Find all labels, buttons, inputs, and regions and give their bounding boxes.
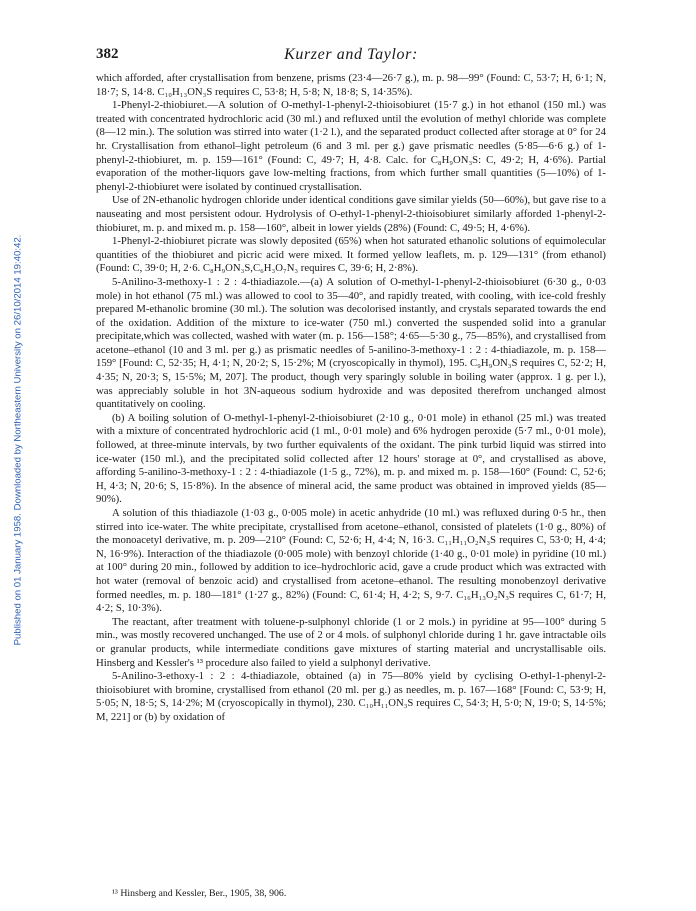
running-title: Kurzer and Taylor:: [284, 46, 418, 63]
publication-sidebar: [10, 40, 26, 840]
paragraph-ethoxy-thiadiazole: 5-Anilino-3-ethoxy-1 : 2 : 4-thiadiazole, obtained (a) in 75—80% yield by cyclising O-ethyl-1-phenyl-2-thioisobiuret with bromine, crystallised from ethanol (20 ml. per g.) as needles, m. p. 167—168° [Found: C, 53·9; H, 5·05; N, 18·5; S, 14·2%; M (cryoscopically in thymol), 230. C₁₀H₁₁ON₃S requires C, 54·3; H, 5·0; N, 19·0; S, 14·5%; M, 221] or (b) by oxidation of: [96, 670, 606, 723]
article-body: [96, 72, 606, 725]
paragraph-picrate: 1-Phenyl-2-thiobiuret picrate was slowly deposited (65%) when hot saturated ethanolic solutions of equimolecular quantities of the thiobiuret and picric acid were mixed. It formed yellow leaflets, m. p. 129—131° (from ethanol) (Found: C, 39·0; H, 2·6. C₈H₉ON₃S,C₆H₃O₇N₃ requires C, 39·6; H, 2·8%).: [96, 235, 606, 275]
publication-download-note[interactable]: Published on 01 January 1958. Downloaded by Northeastern University on 26/10/2014 19:40:42.: [12, 234, 24, 646]
paragraph-sulphonyl-attempts: The reactant, after treatment with toluene-p-sulphonyl chloride (1 or 2 mols.) in pyridine at 95—100° during 5 min., was mostly recovered unchanged. The use of 2 or 4 mols. of sulphonyl chloride during 1 hr. gave intractable oils or granular products, while intermediate conditions gave mixtures of starting material and uncrystallisable oils. Hinsberg and Kessler's ¹³ procedure also failed to yield a sulphonyl derivative.: [96, 615, 606, 669]
paragraph-methoxy-thiadiazole-b: (b) A boiling solution of O-methyl-1-phenyl-2-thioisobiuret (2·10 g., 0·01 mole) in ethanol (25 ml.) was treated with a mixture of concentrated hydrochloric acid (1 ml., 0·01 mole) and 6% hydrogen peroxide (5·7 ml., 0·01 mole), followed, at three-minute intervals, by two further equivalents of the oxidant. The pink turbid liquid was stirred into ice-water (150 ml.), and the precipitated solid collected after 12 hours' storage at 0°, and crystallised as above, affording 5-anilino-3-methoxy-1 : 2 : 4-thiadiazole (1·5 g., 72%), m. p. and mixed m. p. 158—160° (Found: C, 52·6; H, 4·3; N, 20·6; S, 15·8%). In the absence of mineral acid, the same product was obtained in improved yields (85—90%).: [96, 411, 606, 506]
page-header: [96, 46, 606, 68]
paragraph-phenyl-thiobiuret: 1-Phenyl-2-thiobiuret.—A solution of O-methyl-1-phenyl-2-thioisobiuret (15·7 g.) in hot ethanol (150 ml.) was treated with concentrated hydrochloric acid (30 ml.) and refluxed until the evolution of methyl chloride was complete (8—12 min.). The solution was stirred into water (1·2 l.), and the separated product collected after storage at 0° for 24 hr. Crystallisation from ethanol–light petroleum (6 and 3 ml. per g.) gave prismatic needles (5·85—6·6 g.) of 1-phenyl-2-thiobiuret, m. p. 159—161° (Found: C, 49·7; H, 4·8. Calc. for C₈H₉ON₃S: C, 49·2; H, 4·6%). Partial evaporation of the mother-liquors gave low-melting fractions, from which further small quantities (5—10%) of 1-phenyl-2-thiobiuret were isolated by continued crystallisation.: [96, 99, 606, 193]
paragraph-acyl-derivatives: A solution of this thiadiazole (1·03 g., 0·005 mole) in acetic anhydride (10 ml.) was refluxed during 0·5 hr., then stirred into ice-water. The white precipitate, crystallised from acetone–ethanol, consisted of platelets (1·0 g., 80%) of the monoacetyl derivative, m. p. 209—210° (Found: C, 52·6; H, 4·4; N, 16·3. C₁₁H₁₁O₂N₃S requires C, 53·0; H, 4·4; N, 16·9%). Interaction of the thiadiazole (0·005 mole) with benzoyl chloride (1·40 g., 0·01 mole) in pyridine (10 ml.) at 100° during 20 min., followed by addition to ice–hydrochloric acid, gave a crude product which was extracted with hot water (removal of benzoic acid) and crystallised from acetone–ethanol. The resulting monobenzoyl derivative formed needles, m. p. 180—181° (1·27 g., 82%) (Found: C, 61·4; H, 4·2; S, 9·7. C₁₆H₁₃O₂N₃S requires C, 61·7; H, 4·2; S, 10·3%).: [96, 507, 606, 615]
page-number: 382: [96, 46, 119, 62]
paragraph-ethanolic-hcl: Use of 2N-ethanolic hydrogen chloride under identical conditions gave similar yields (50—60%), but gave rise to a nauseating and most persistent odour. Hydrolysis of O-ethyl-1-phenyl-2-thioisobiuret similarly afforded 1-phenyl-2-thiobiuret, m. p. and mixed m. p. 158—160°, albeit in lower yields (28%) (Found: C, 49·5; H, 4·6%).: [96, 194, 606, 234]
footnote-13: ¹³ Hinsberg and Kessler, Ber., 1905, 38, 906.: [112, 888, 287, 899]
paragraph-continuation: which afforded, after crystallisation from benzene, prisms (23·4—26·7 g.), m. p. 98—99° (Found: C, 53·7; H, 6·1; N, 18·7; S, 14·8. C₁₀H₁₃ON₃S requires C, 53·8; H, 5·8; N, 18·8; S, 14·35%).: [96, 72, 606, 98]
paragraph-methoxy-thiadiazole-a: 5-Anilino-3-methoxy-1 : 2 : 4-thiadiazole.—(a) A solution of O-methyl-1-phenyl-2-thioisobiuret (6·30 g., 0·03 mole) in hot ethanol (75 ml.) was allowed to cool to 35—40°, and rapidly treated, with cooling, with ice-cold freshly prepared M-ethanolic bromine (30 ml.). The solution was decolorised instantly, and crystals separated towards the end of the oxidation. Addition of the mixture to ice-water (750 ml.) converted the suspended solid into a granular precipitate,which was collected, washed with water (m. p. 156—158°; 4·65—5·30 g., 75—85%), and crystallised from acetone–ethanol (10 and 3 ml. per g.) as prismatic needles of 5-anilino-3-methoxy-1 : 2 : 4-thiadiazole, m. p. 158—159° [Found: C, 52·35; H, 4·1; N, 20·2; S, 15·2%; M (cryoscopically in thymol), 195. C₉H₉ON₃S requires C, 52·2; H, 4·35; N, 20·3; S, 15·5%; M, 207]. The product, though very sparingly soluble in boiling water (approx. 1 g. per l.), was appreciably soluble in hot 3N-aqueous sodium hydroxide and was deposited therefrom unchanged almost quantitatively on cooling.: [96, 275, 606, 411]
